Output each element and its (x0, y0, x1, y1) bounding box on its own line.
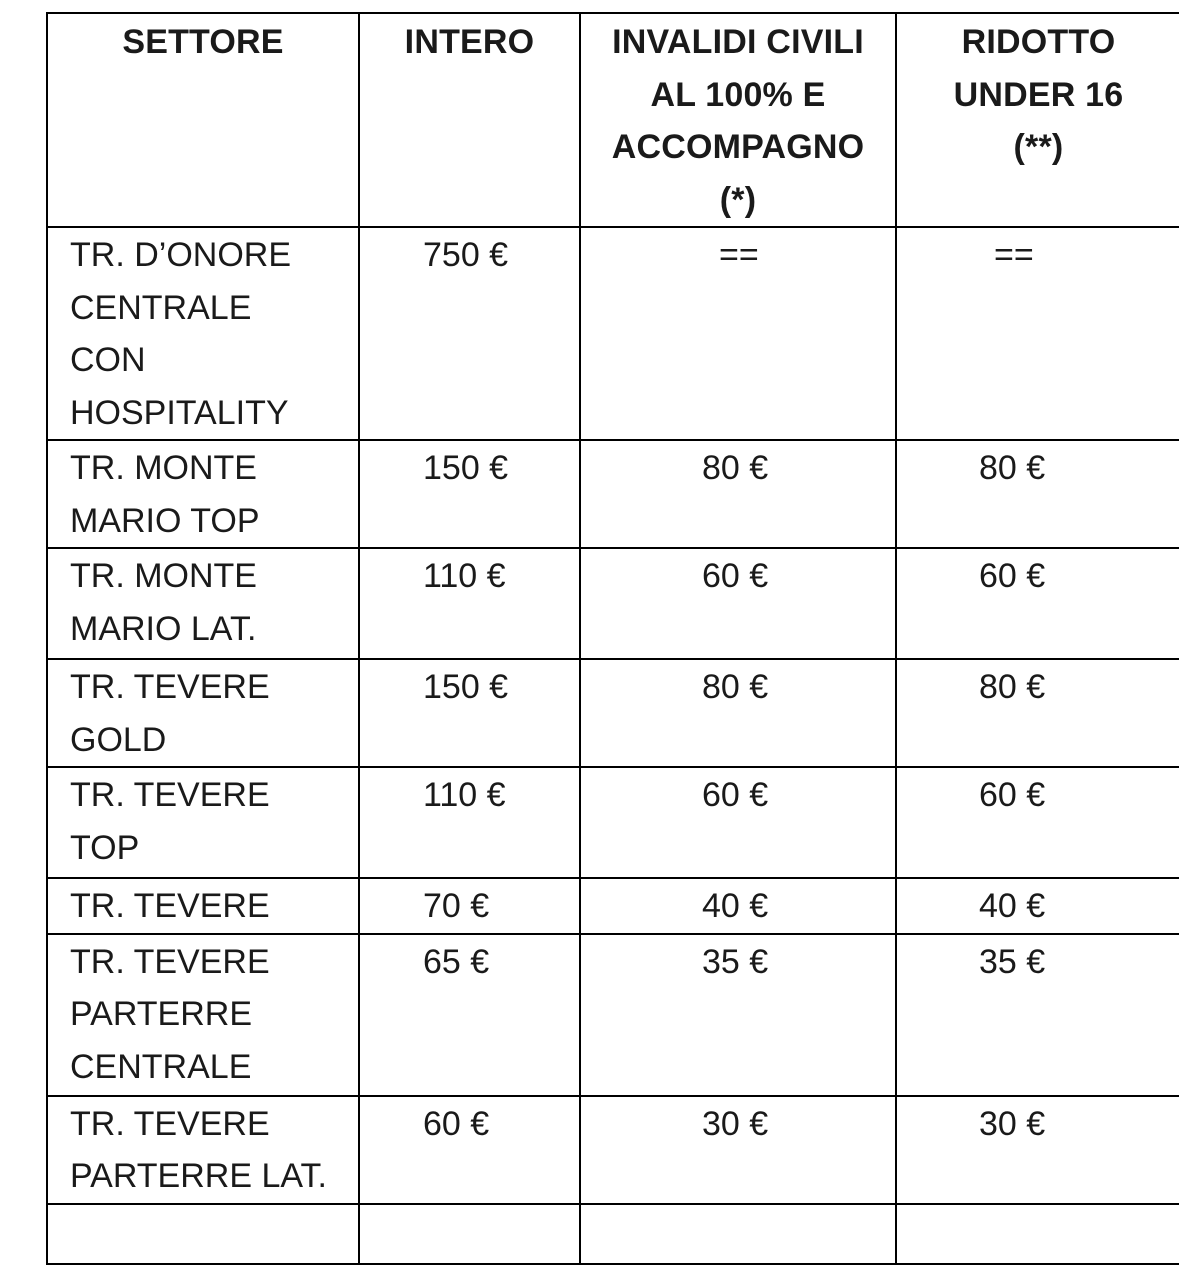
intero-price: 110 € (359, 767, 580, 878)
sector-line: TR. TEVERE (70, 942, 270, 981)
sector-line: CENTRALE (70, 288, 252, 327)
table-row (47, 767, 1179, 878)
sector-cell (47, 934, 359, 1096)
header-line: ACCOMPAGNO (611, 128, 865, 166)
table-row (47, 440, 1179, 548)
empty-cell (896, 1204, 1179, 1264)
ridotto-price: 30 € (896, 1096, 1179, 1204)
intero-price: 60 € (359, 1096, 580, 1204)
table-row (47, 1096, 1179, 1204)
sector-cell (47, 659, 359, 767)
header-line: UNDER 16 (953, 75, 1124, 114)
intero-price: 70 € (359, 878, 580, 934)
table-row (47, 227, 1179, 440)
sector-line: CENTRALE (70, 1047, 252, 1086)
ridotto-price: 80 € (896, 440, 1179, 548)
sector-cell (47, 440, 359, 548)
intero-price: 150 € (359, 659, 580, 767)
sector-line: MARIO TOP (70, 501, 260, 540)
ridotto-price: 60 € (896, 548, 1179, 659)
empty-cell (47, 1204, 359, 1264)
sector-line: TOP (70, 828, 140, 867)
header-line: RIDOTTO (961, 23, 1116, 61)
header-line: INVALIDI CIVILI (612, 23, 864, 61)
price-table (46, 12, 1179, 1265)
header-line: (**) (1013, 128, 1064, 166)
ridotto-price: 60 € (896, 767, 1179, 878)
invalidi-price: 60 € (580, 548, 896, 659)
sector-line: TR. D’ONORE (70, 236, 291, 274)
header-line: (*) (719, 180, 757, 219)
sector-line: TR. MONTE (70, 449, 257, 487)
invalidi-price: 80 € (580, 440, 896, 548)
table-row (47, 934, 1179, 1096)
intero-price: 110 € (359, 548, 580, 659)
sector-line: TR. MONTE (70, 557, 257, 595)
sector-cell (47, 548, 359, 659)
sector-line: PARTERRE (70, 995, 253, 1033)
invalidi-price: 80 € (580, 659, 896, 767)
table-row (47, 548, 1179, 659)
table-row (47, 659, 1179, 767)
empty-cell (359, 1204, 580, 1264)
sector-line: TR. TEVERE (70, 1104, 270, 1143)
table-row (47, 878, 1179, 934)
empty-cell (580, 1204, 896, 1264)
ridotto-price: 40 € (896, 878, 1179, 934)
invalidi-price: 30 € (580, 1096, 896, 1204)
sector-line: PARTERRE LAT. (70, 1157, 327, 1195)
sector-cell (47, 227, 359, 440)
sector-line: HOSPITALITY (70, 393, 289, 432)
sector-line: MARIO LAT. (70, 609, 257, 648)
sector-cell (47, 1096, 359, 1204)
ridotto-price: 80 € (896, 659, 1179, 767)
header-intero (359, 13, 580, 227)
sector-line: TR. TEVERE (70, 887, 270, 925)
header-line: SETTORE (122, 23, 284, 61)
header-invalidi (580, 13, 896, 227)
sector-line: GOLD (70, 720, 167, 759)
invalidi-price: 35 € (580, 934, 896, 1096)
sector-line: TR. TEVERE (70, 668, 270, 706)
invalidi-price: == (580, 227, 896, 440)
header-line: INTERO (404, 23, 535, 61)
header-ridotto (896, 13, 1179, 227)
sector-cell (47, 878, 359, 934)
intero-price: 65 € (359, 934, 580, 1096)
intero-price: 150 € (359, 440, 580, 548)
table-header-row (47, 13, 1179, 227)
header-settore (47, 13, 359, 227)
ridotto-price: 35 € (896, 934, 1179, 1096)
intero-price: 750 € (359, 227, 580, 440)
invalidi-price: 60 € (580, 767, 896, 878)
invalidi-price: 40 € (580, 878, 896, 934)
ridotto-price: == (896, 227, 1179, 440)
sector-line: CON (70, 341, 146, 379)
table-row-partial (47, 1204, 1179, 1264)
sector-cell (47, 767, 359, 878)
sector-line: TR. TEVERE (70, 776, 270, 814)
header-line: AL 100% E (650, 75, 826, 114)
